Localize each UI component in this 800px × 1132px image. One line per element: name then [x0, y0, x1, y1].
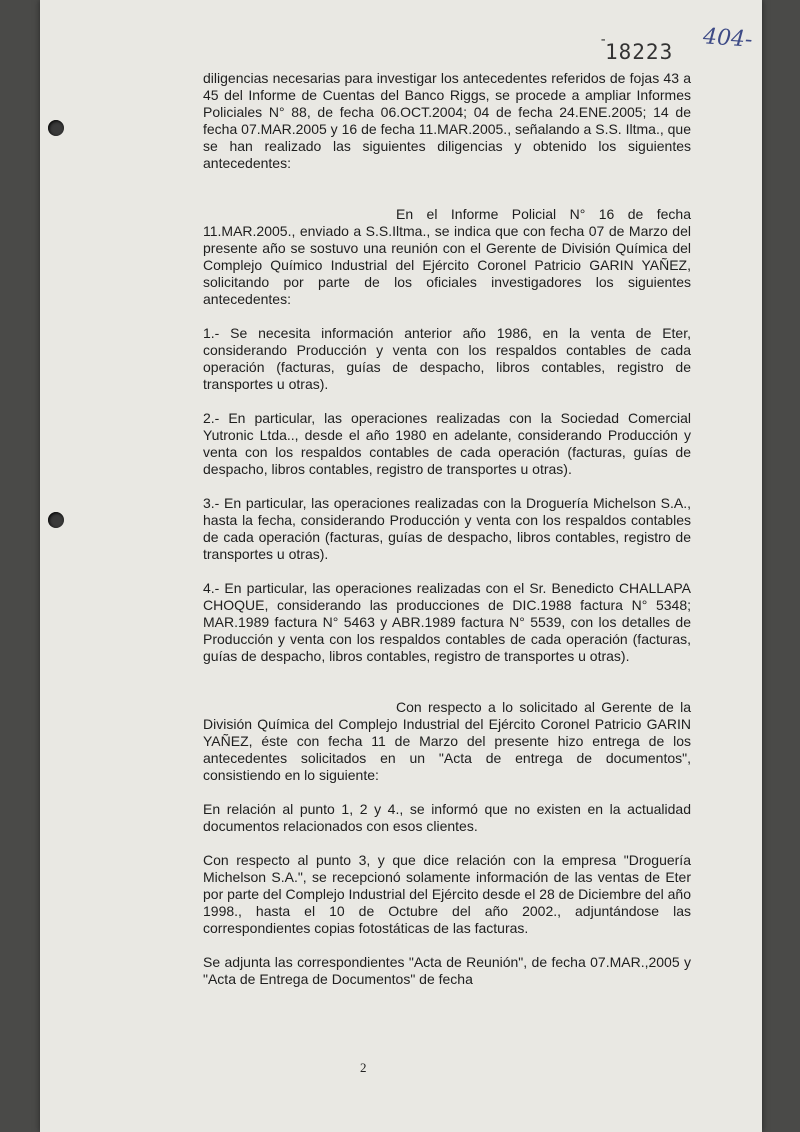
- document-body: [203, 70, 691, 988]
- paragraph-informe-16: En el Informe Policial N° 16 de fecha 11.MAR.2005., enviado a S.S.Iltma., se indica que con fecha 07 de Marzo del presente año se sostuvo una reunión con el Gerente de División Química del Complejo Químico Industrial del Ejército Coronel Patricio GARIN YAÑEZ, solicitando por parte de los oficiales investigadores los siguientes antecedentes:: [203, 206, 691, 307]
- request-item-3: 3.- En particular, las operaciones realizadas con la Droguería Michelson S.A., hasta la fecha, considerando Producción y venta con los respaldos contables de cada operación (facturas, guías de despacho, libros contables, registro de transportes u otras).: [203, 495, 691, 562]
- handwritten-folio: 404-: [702, 24, 754, 53]
- folio-stamp-number: - 18223: [605, 40, 673, 64]
- paragraph-attachments: Se adjunta las correspondientes "Acta de Reunión", de fecha 07.MAR.,2005 y "Acta de Entrega de Documentos" de fecha: [203, 954, 691, 987]
- page-number: 2: [360, 1060, 367, 1075]
- paragraph-points-1-2-4: En relación al punto 1, 2 y 4., se informó que no existen en la actualidad documentos relacionados con esos clientes.: [203, 801, 691, 834]
- request-item-4: 4.- En particular, las operaciones realizadas con el Sr. Benedicto CHALLAPA CHOQUE, considerando las producciones de DIC.1988 factura N° 5348; MAR.1989 factura N° 5463 y ABR.1989 factura N° 5539, con los detalles de Producción y venta con los respaldos contables de cada operación (facturas, guías de despacho, libros contables, registro de transportes u otras).: [203, 580, 691, 664]
- request-item-2: 2.- En particular, las operaciones realizadas con la Sociedad Comercial Yutronic Ltda.., desde el año 1980 en adelante, considerando Producción y venta con los respaldos contables de cada operación (facturas, guías de despacho, libros contables, registro de transportes u otras).: [203, 410, 691, 477]
- paragraph-point-3: Con respecto al punto 3, y que dice relación con la empresa "Droguería Michelson S.A.", se recepcionó solamente información de las ventas de Eter por parte del Complejo Industrial del Ejército desde el 28 de Diciembre del año 1998., hasta el 10 de Octubre del año 2002., adjuntándose las correspondientes copias fotostáticas de las facturas.: [203, 852, 691, 936]
- punch-hole-middle: [48, 512, 64, 528]
- paragraph-response: Con respecto a lo solicitado al Gerente de la División Química del Complejo Industrial del Ejército Coronel Patricio GARIN YAÑEZ, éste con fecha 11 de Marzo del presente hizo entrega de los antecedentes solicitados en un "Acta de entrega de documentos", consistiendo en lo siguiente:: [203, 699, 691, 783]
- request-item-1: 1.- Se necesita información anterior año 1986, en la venta de Eter, considerando Producción y venta con los respaldos contables de cada operación (facturas, guías de despacho, libros contables, registro de transportes u otras).: [203, 325, 691, 392]
- punch-hole-top: [48, 120, 64, 136]
- paragraph-intro: diligencias necesarias para investigar los antecedentes referidos de fojas 43 a 45 del Informe de Cuentas del Banco Riggs, se procede a ampliar Informes Policiales N° 88, de fecha 06.OCT.2004; 04 de fecha 24.ENE.2005; 14 de fecha 07.MAR.2005 y 16 de fecha 11.MAR.2005., señalando a S.S. Iltma., que se han realizado las siguientes diligencias y obtenido los siguientes antecedentes:: [203, 70, 691, 171]
